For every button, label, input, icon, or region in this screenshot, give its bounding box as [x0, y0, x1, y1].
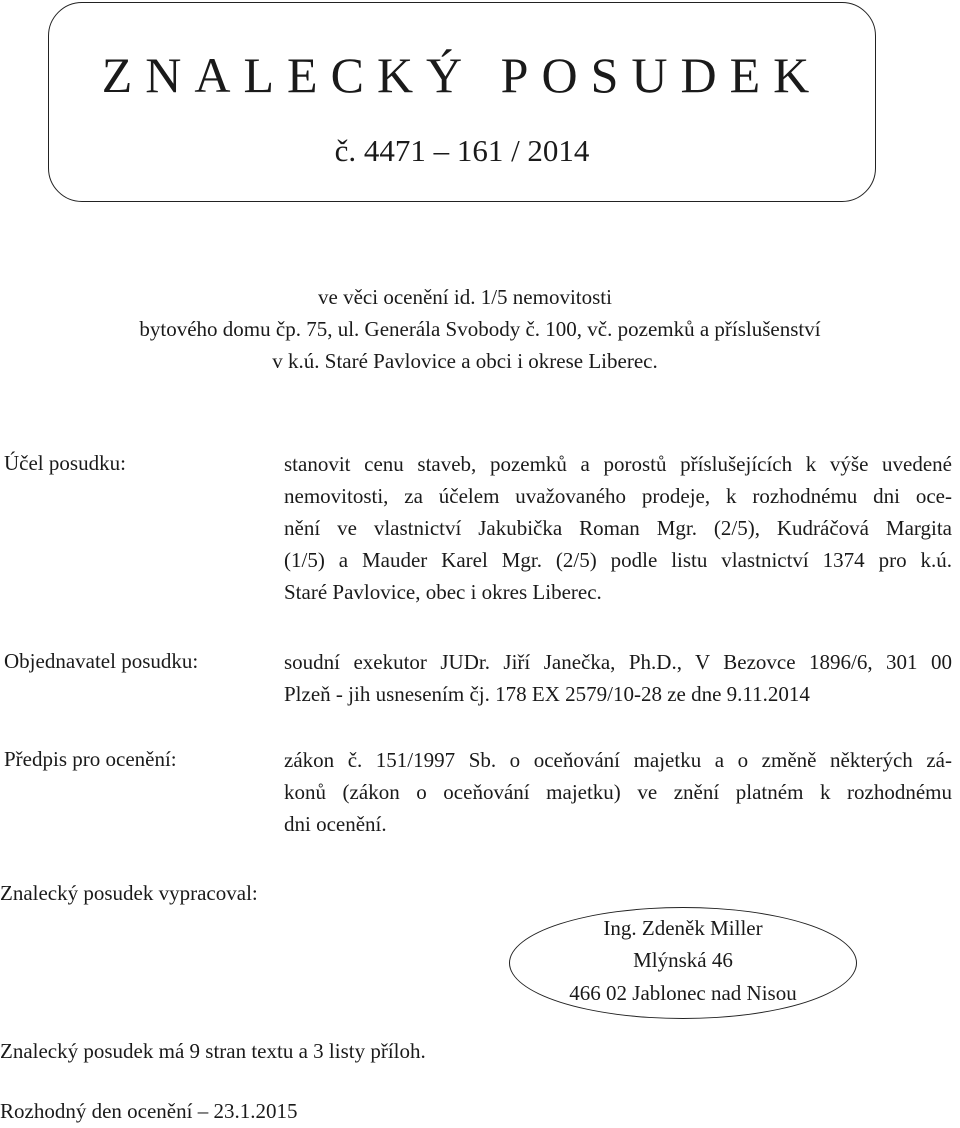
- document-number: č. 4471 – 161 / 2014: [334, 133, 590, 168]
- subject-line-1: ve věci ocenění id. 1/5 nemovitosti: [318, 285, 612, 309]
- client-line: soudní exekutor JUDr. Jiří Janečka, Ph.D., V Bezovce 1896/6, 301 00: [284, 650, 952, 674]
- client-label: Objednavatel posudku:: [4, 649, 199, 673]
- client-line: Plzeň - jih usnesením čj. 178 EX 2579/10-28 ze dne 9.11.2014: [284, 682, 810, 706]
- author-city: 466 02 Jablonec nad Nisou: [569, 981, 797, 1005]
- regulation-text: [284, 744, 952, 840]
- subject-line-2: bytového domu čp. 75, ul. Generála Svobody č. 100, vč. pozemků a příslušenství: [139, 317, 821, 341]
- subject-line-3: v k.ú. Staré Pavlovice a obci i okrese Liberec.: [272, 349, 658, 373]
- purpose-line: nemovitosti, za účelem uvažovaného prodeje, k rozhodnému dni oce-: [284, 484, 952, 508]
- purpose-label: Účel posudku:: [4, 451, 126, 475]
- document-title: ZNALECKÝ POSUDEK: [101, 47, 823, 103]
- regulation-label: Předpis pro ocenění:: [4, 747, 177, 771]
- purpose-line: (1/5) a Mauder Karel Mgr. (2/5) podle listu vlastnictví 1374 pro k.ú.: [284, 548, 952, 572]
- regulation-line: dni ocenění.: [284, 812, 387, 836]
- regulation-line: konů (zákon o oceňování majetku) ve znění platném k rozhodnému: [284, 780, 952, 804]
- purpose-line: stanovit cenu staveb, pozemků a porostů příslušejících k výše uvedené: [284, 452, 952, 476]
- purpose-line: Staré Pavlovice, obec i okres Liberec.: [284, 580, 602, 604]
- title-box: [48, 2, 876, 202]
- author-label: Znalecký posudek vypracoval:: [0, 881, 258, 905]
- client-text: [284, 646, 952, 710]
- regulation-line: zákon č. 151/1997 Sb. o oceňování majetku a o změně některých zá-: [284, 748, 952, 772]
- author-address-ellipse: [509, 907, 857, 1019]
- author-street: Mlýnská 46: [633, 948, 733, 972]
- purpose-line: nění ve vlastnictví Jakubička Roman Mgr. (2/5), Kudráčová Margita: [284, 516, 952, 540]
- purpose-text: [284, 448, 952, 608]
- author-name: Ing. Zdeněk Miller: [603, 916, 763, 940]
- valuation-date: Rozhodný den ocenění – 23.1.2015: [0, 1099, 298, 1123]
- pages-note: Znalecký posudek má 9 stran textu a 3 listy příloh.: [0, 1039, 426, 1063]
